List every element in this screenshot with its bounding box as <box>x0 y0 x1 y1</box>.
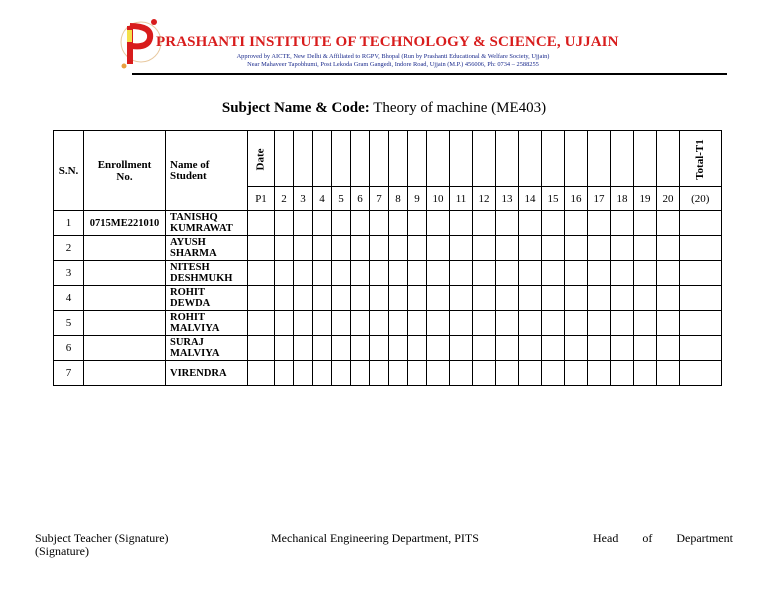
attendance-cell <box>611 236 634 261</box>
approval-line: Approved by AICTE, New Delhi & Affiliated to RGPV, Bhopal (Run by Prashanti Educational & Welfare Society, Ujjain) <box>236 53 550 60</box>
attendance-cell <box>332 311 351 336</box>
attendance-cell <box>611 286 634 311</box>
date-header: Date <box>248 131 275 187</box>
attendance-cell <box>588 286 611 311</box>
attendance-cell <box>473 261 496 286</box>
attendance-cell <box>542 261 565 286</box>
attendance-cell <box>351 336 370 361</box>
attendance-cell <box>657 236 680 261</box>
attendance-cell <box>370 336 389 361</box>
row-sn: 2 <box>54 236 84 261</box>
header-row <box>54 131 722 187</box>
row-total-cell <box>680 311 722 336</box>
attendance-cell <box>294 236 313 261</box>
attendance-cell <box>542 361 565 386</box>
row-enrollment <box>84 286 166 311</box>
attendance-cell <box>542 236 565 261</box>
attendance-cell <box>351 311 370 336</box>
date-cell <box>565 131 588 187</box>
attendance-cell <box>634 286 657 311</box>
attendance-cell <box>450 211 473 236</box>
table-row <box>54 286 722 311</box>
table-row <box>54 261 722 286</box>
period-label: 20 <box>657 187 680 211</box>
attendance-cell <box>408 236 427 261</box>
attendance-cell <box>275 261 294 286</box>
attendance-cell <box>294 336 313 361</box>
attendance-cell <box>294 286 313 311</box>
period-label: 16 <box>565 187 588 211</box>
attendance-cell <box>248 336 275 361</box>
period-label: 8 <box>389 187 408 211</box>
row-student-name: VIRENDRA <box>166 361 248 386</box>
attendance-cell <box>275 236 294 261</box>
attendance-cell <box>634 236 657 261</box>
attendance-cell <box>588 236 611 261</box>
attendance-cell <box>634 336 657 361</box>
table-row <box>54 336 722 361</box>
attendance-cell <box>351 361 370 386</box>
attendance-cell <box>427 311 450 336</box>
student-rows <box>54 211 722 386</box>
attendance-cell <box>294 261 313 286</box>
attendance-cell <box>313 361 332 386</box>
attendance-cell <box>496 236 519 261</box>
attendance-cell <box>588 211 611 236</box>
attendance-cell <box>565 286 588 311</box>
attendance-cell <box>332 211 351 236</box>
attendance-cell <box>611 311 634 336</box>
table-row <box>54 311 722 336</box>
row-sn: 1 <box>54 211 84 236</box>
attendance-cell <box>332 286 351 311</box>
attendance-cell <box>611 336 634 361</box>
attendance-cell <box>542 311 565 336</box>
attendance-cell <box>313 311 332 336</box>
hod-signature: Head of Department <box>593 531 733 545</box>
table-row <box>54 211 722 236</box>
attendance-cell <box>351 211 370 236</box>
attendance-cell <box>657 211 680 236</box>
period-label: 15 <box>542 187 565 211</box>
attendance-cell <box>248 261 275 286</box>
attendance-cell <box>588 261 611 286</box>
date-cell <box>657 131 680 187</box>
row-total-cell <box>680 211 722 236</box>
attendance-cell <box>588 311 611 336</box>
row-enrollment <box>84 311 166 336</box>
attendance-cell <box>389 236 408 261</box>
attendance-cell <box>565 311 588 336</box>
date-cell <box>408 131 427 187</box>
row-total-cell <box>680 236 722 261</box>
attendance-cell <box>473 361 496 386</box>
attendance-cell <box>389 361 408 386</box>
attendance-cell <box>389 311 408 336</box>
attendance-cell <box>519 236 542 261</box>
attendance-cell <box>370 236 389 261</box>
row-student-name: ROHIT MALVIYA <box>166 311 248 336</box>
period-label: 13 <box>496 187 519 211</box>
table-row <box>54 361 722 386</box>
attendance-cell <box>450 286 473 311</box>
row-student-name: NITESH DESHMUKH <box>166 261 248 286</box>
attendance-cell <box>389 211 408 236</box>
row-sn: 4 <box>54 286 84 311</box>
attendance-cell <box>634 211 657 236</box>
attendance-cell <box>519 311 542 336</box>
attendance-cell <box>427 211 450 236</box>
attendance-cell <box>427 236 450 261</box>
attendance-cell <box>370 286 389 311</box>
date-cell <box>313 131 332 187</box>
date-cell <box>389 131 408 187</box>
attendance-cell <box>294 311 313 336</box>
attendance-cell <box>519 211 542 236</box>
row-total-cell <box>680 361 722 386</box>
attendance-cell <box>496 336 519 361</box>
attendance-cell <box>473 311 496 336</box>
attendance-cell <box>519 286 542 311</box>
attendance-cell <box>634 311 657 336</box>
attendance-cell <box>611 211 634 236</box>
attendance-cell <box>313 236 332 261</box>
attendance-cell <box>657 311 680 336</box>
date-cell <box>588 131 611 187</box>
attendance-cell <box>657 336 680 361</box>
attendance-cell <box>519 261 542 286</box>
date-cell <box>611 131 634 187</box>
attendance-cell <box>611 261 634 286</box>
attendance-cell <box>408 286 427 311</box>
attendance-cell <box>248 286 275 311</box>
attendance-cell <box>248 211 275 236</box>
attendance-cell <box>542 286 565 311</box>
attendance-cell <box>450 236 473 261</box>
header-divider <box>132 73 727 75</box>
period-label: 6 <box>351 187 370 211</box>
attendance-cell <box>370 361 389 386</box>
date-cell <box>275 131 294 187</box>
attendance-cell <box>657 361 680 386</box>
attendance-cell <box>370 261 389 286</box>
row-total-cell <box>680 261 722 286</box>
date-cell <box>473 131 496 187</box>
date-cell <box>427 131 450 187</box>
row-total-cell <box>680 286 722 311</box>
attendance-cell <box>408 311 427 336</box>
attendance-cell <box>408 336 427 361</box>
attendance-cell <box>565 261 588 286</box>
period-label: 2 <box>275 187 294 211</box>
period-label: P1 <box>248 187 275 211</box>
subject-value: Theory of machine (ME403) <box>373 100 547 116</box>
attendance-cell <box>389 336 408 361</box>
attendance-cell <box>657 286 680 311</box>
row-enrollment <box>84 261 166 286</box>
period-label: 12 <box>473 187 496 211</box>
attendance-cell <box>275 286 294 311</box>
department-label: Mechanical Engineering Department, PITS <box>271 531 479 545</box>
attendance-cell <box>408 261 427 286</box>
attendance-cell <box>313 336 332 361</box>
attendance-cell <box>275 336 294 361</box>
period-label: 14 <box>519 187 542 211</box>
attendance-cell <box>248 236 275 261</box>
attendance-cell <box>450 311 473 336</box>
row-student-name: TANISHQ KUMRAWAT <box>166 211 248 236</box>
row-enrollment <box>84 336 166 361</box>
attendance-cell <box>519 336 542 361</box>
attendance-cell <box>519 361 542 386</box>
address-line: Near Mahaveer Tapobhumi, Post Lekoda Gram Gangedi, Indore Road, Ujjain (M.P.) 456006, Ph: 0734 – 2588255 <box>247 61 539 68</box>
attendance-cell <box>370 211 389 236</box>
row-enrollment <box>84 361 166 386</box>
attendance-cell <box>427 286 450 311</box>
period-label: 5 <box>332 187 351 211</box>
date-cell <box>542 131 565 187</box>
attendance-cell <box>611 361 634 386</box>
attendance-cell <box>427 261 450 286</box>
enrollment-header: Enrollment No. <box>84 131 166 211</box>
attendance-cell <box>351 286 370 311</box>
row-sn: 6 <box>54 336 84 361</box>
date-cell <box>519 131 542 187</box>
period-label: 11 <box>450 187 473 211</box>
attendance-cell <box>496 361 519 386</box>
attendance-cell <box>496 311 519 336</box>
attendance-cell <box>427 336 450 361</box>
attendance-cell <box>496 286 519 311</box>
attendance-cell <box>408 211 427 236</box>
attendance-cell <box>332 236 351 261</box>
attendance-cell <box>542 211 565 236</box>
row-sn: 7 <box>54 361 84 386</box>
attendance-cell <box>389 286 408 311</box>
attendance-cell <box>275 361 294 386</box>
attendance-cell <box>473 336 496 361</box>
total-max-label: (20) <box>680 187 722 211</box>
period-label: 17 <box>588 187 611 211</box>
attendance-cell <box>408 361 427 386</box>
attendance-cell <box>565 336 588 361</box>
attendance-cell <box>634 361 657 386</box>
date-cell <box>294 131 313 187</box>
attendance-cell <box>332 261 351 286</box>
period-label: 18 <box>611 187 634 211</box>
attendance-cell <box>370 311 389 336</box>
institute-name: PRASHANTI INSTITUTE OF TECHNOLOGY & SCIENCE, UJJAIN <box>156 34 619 50</box>
attendance-cell <box>473 236 496 261</box>
period-label: 9 <box>408 187 427 211</box>
attendance-cell <box>389 261 408 286</box>
attendance-cell <box>294 361 313 386</box>
attendance-cell <box>275 211 294 236</box>
attendance-cell <box>427 361 450 386</box>
attendance-cell <box>496 261 519 286</box>
row-total-cell <box>680 336 722 361</box>
attendance-cell <box>248 311 275 336</box>
date-cell <box>370 131 389 187</box>
table-row <box>54 236 722 261</box>
attendance-cell <box>542 336 565 361</box>
total-header: Total-T1 <box>680 131 722 187</box>
period-label: 4 <box>313 187 332 211</box>
attendance-cell <box>351 261 370 286</box>
attendance-table <box>53 130 722 386</box>
row-student-name: SURAJ MALVIYA <box>166 336 248 361</box>
attendance-cell <box>565 211 588 236</box>
date-cell <box>351 131 370 187</box>
attendance-cell <box>657 261 680 286</box>
period-label: 19 <box>634 187 657 211</box>
row-enrollment: 0715ME221010 <box>84 211 166 236</box>
attendance-cell <box>450 336 473 361</box>
attendance-cell <box>450 261 473 286</box>
attendance-cell <box>332 336 351 361</box>
sn-header: S.N. <box>54 131 84 211</box>
period-label: 10 <box>427 187 450 211</box>
subject-label: Subject Name & Code: <box>221 100 370 116</box>
attendance-cell <box>473 286 496 311</box>
row-student-name: ROHIT DEWDA <box>166 286 248 311</box>
attendance-cell <box>450 361 473 386</box>
attendance-cell <box>351 236 370 261</box>
attendance-cell <box>313 261 332 286</box>
subject-teacher-signature: Subject Teacher (Signature) (Signature) <box>35 531 169 558</box>
row-sn: 3 <box>54 261 84 286</box>
row-sn: 5 <box>54 311 84 336</box>
date-cell <box>496 131 519 187</box>
attendance-cell <box>313 286 332 311</box>
attendance-cell <box>565 236 588 261</box>
attendance-cell <box>473 211 496 236</box>
attendance-cell <box>496 211 519 236</box>
attendance-cell <box>294 211 313 236</box>
date-cell <box>332 131 351 187</box>
row-enrollment <box>84 236 166 261</box>
subject-heading <box>0 100 768 117</box>
attendance-cell <box>588 336 611 361</box>
date-cell <box>634 131 657 187</box>
attendance-cell <box>275 311 294 336</box>
attendance-cell <box>248 361 275 386</box>
attendance-cell <box>313 211 332 236</box>
date-cell <box>450 131 473 187</box>
row-student-name: AYUSH SHARMA <box>166 236 248 261</box>
student-name-header: Name of Student <box>166 131 248 211</box>
period-label: 3 <box>294 187 313 211</box>
attendance-cell <box>565 361 588 386</box>
attendance-cell <box>634 261 657 286</box>
attendance-cell <box>588 361 611 386</box>
period-label: 7 <box>370 187 389 211</box>
attendance-cell <box>332 361 351 386</box>
